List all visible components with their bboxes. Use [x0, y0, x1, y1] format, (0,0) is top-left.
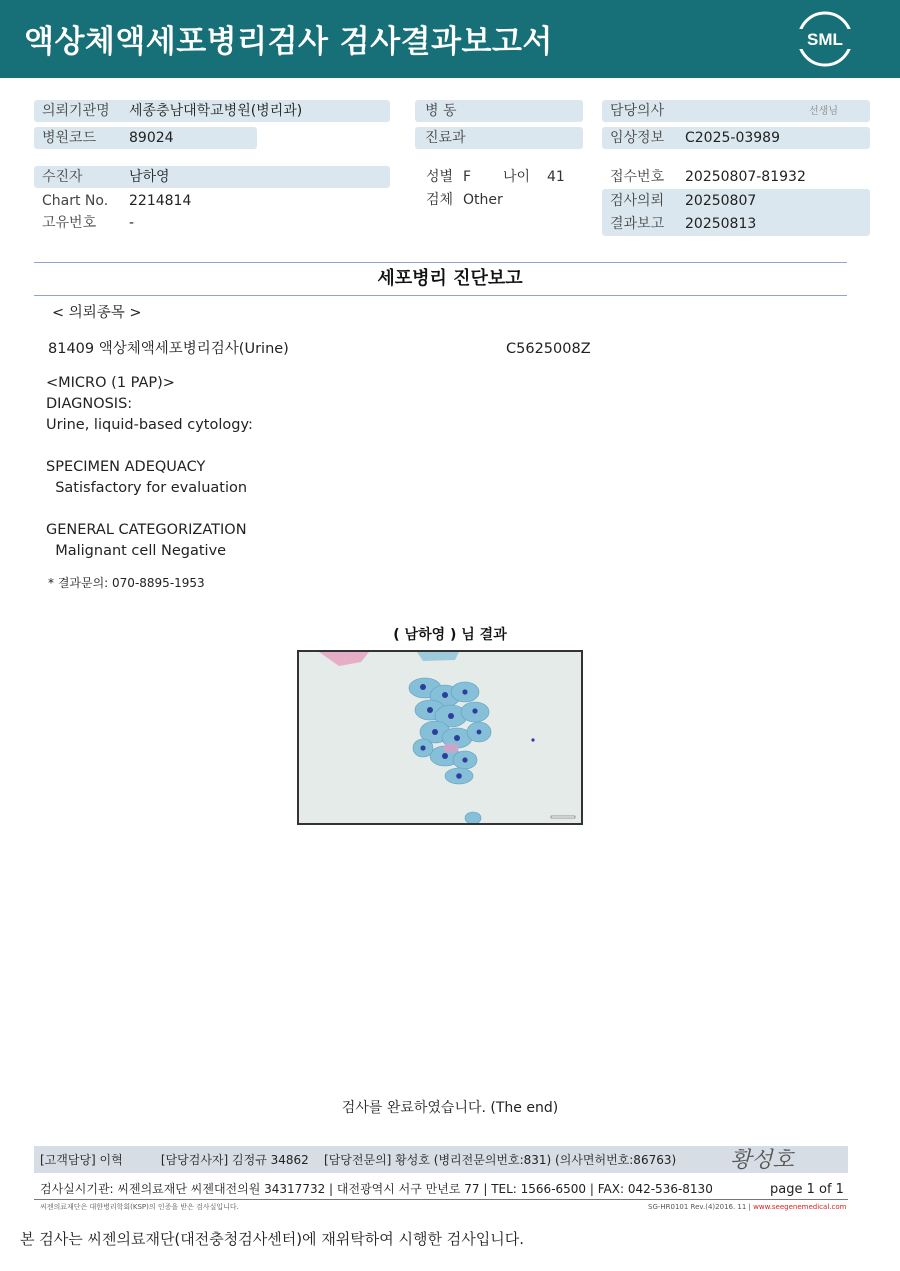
- test-request-label: 검사의뢰: [610, 193, 665, 209]
- department-field: [415, 127, 583, 149]
- report-line: Malignant cell Negative: [46, 543, 227, 559]
- footer-band: [34, 1146, 848, 1173]
- order-header: < 의뢰종목 >: [52, 305, 142, 321]
- report-line: Urine, liquid-based cytology:: [46, 417, 253, 433]
- clinical-info-label: 임상정보: [610, 130, 665, 146]
- cell-cluster-graphic: [299, 652, 581, 823]
- certification-note: 씨젠의료재단은 대한병리학회(KSP)의 인증을 받은 검사실입니다.: [40, 1203, 239, 1211]
- doctor-suffix: 선생님: [809, 106, 838, 117]
- unique-no-label: 고유번호: [42, 215, 97, 231]
- clinical-info-field: [602, 127, 870, 149]
- order-code: C5625008Z: [506, 341, 591, 357]
- form-code: SG-HR0101 Rev.(4)2016. 11 |: [648, 1203, 751, 1211]
- website-link[interactable]: www.seegenemedical.com: [753, 1203, 847, 1211]
- patient-label: 수진자: [42, 169, 83, 185]
- chart-no-value: 2214814: [129, 193, 192, 209]
- footer-rule: [34, 1199, 848, 1200]
- cytology-image: [297, 650, 583, 825]
- test-request-value: 20250807: [685, 193, 757, 209]
- lab-info: 검사실시기관: 씨젠의료재단 씨젠대전의원 34317732 | 대전광역시 서구 만년로 77 | TEL: 1566-6500 | FAX: 042-536-8130: [40, 1182, 713, 1196]
- ward-field: [415, 100, 583, 122]
- order-item: 81409 액상체액세포병리검사(Urine): [48, 341, 289, 357]
- unique-no-field: [34, 212, 390, 234]
- ward-label: 병 동: [425, 103, 457, 119]
- requesting-org-field: [34, 100, 390, 122]
- report-line: Satisfactory for evaluation: [46, 480, 248, 496]
- result-report-value: 20250813: [685, 216, 757, 232]
- specimen-label: 검체: [426, 192, 454, 208]
- sex-label: 성별: [426, 169, 454, 185]
- receipt-no-field: [602, 166, 870, 188]
- clinical-info-value: C2025-03989: [685, 130, 780, 146]
- staff-info: [고객담당] 이혁 [담당검사자] 김정규 34862 [담당전문의] 황성호 (병리전문의번호:831) (의사면허번호:86763): [40, 1153, 677, 1167]
- result-report-field: [602, 213, 870, 235]
- report-title: 액상체액세포병리검사 검사결과보고서: [24, 24, 553, 60]
- chart-no-field: [34, 190, 390, 212]
- requesting-org-label: 의뢰기관명: [42, 103, 110, 119]
- report-line: <MICRO (1 PAP)>: [46, 375, 175, 391]
- image-caption: ( 남하영 ) 님 결과: [393, 627, 507, 643]
- hospital-code-value: 89024: [129, 130, 174, 146]
- department-label: 진료과: [425, 130, 466, 146]
- divider-top: [34, 262, 847, 263]
- age-label: 나이: [503, 169, 531, 185]
- doctor-label: 담당의사: [610, 103, 665, 119]
- end-text: 검사를 완료하였습니다. (The end): [341, 1100, 559, 1116]
- patient-field: [34, 166, 390, 188]
- contact-note: * 결과문의: 070-8895-1953: [48, 576, 205, 590]
- report-line: DIAGNOSIS:: [46, 396, 133, 412]
- sml-logo: [797, 11, 853, 67]
- report-line: SPECIMEN ADEQUACY: [46, 459, 206, 475]
- patient-value: 남하영: [129, 169, 170, 185]
- receipt-no-value: 20250807-81932: [685, 169, 806, 185]
- logo-text: SML: [807, 30, 843, 49]
- unique-no-value: -: [129, 215, 135, 231]
- divider-bottom: [34, 295, 847, 296]
- result-report-label: 결과보고: [610, 216, 665, 232]
- header-bar: [0, 0, 900, 78]
- bottom-note: 본 검사는 씨젠의료재단(대전충청검사센터)에 재위탁하여 시행한 검사입니다.: [20, 1230, 524, 1248]
- doctor-field: [602, 100, 870, 122]
- sex-value: F: [463, 169, 472, 185]
- signature: 황성호: [730, 1148, 794, 1173]
- section-title: 세포병리 진단보고: [377, 268, 523, 289]
- hospital-code-label: 병원코드: [42, 130, 97, 146]
- receipt-no-label: 접수번호: [610, 169, 665, 185]
- chart-no-label: Chart No.: [42, 193, 109, 209]
- hospital-code-field: [34, 127, 257, 149]
- specimen-value: Other: [463, 192, 503, 208]
- report-line: GENERAL CATEGORIZATION: [46, 522, 247, 538]
- form-code-line: [648, 1203, 846, 1211]
- age-value: 41: [547, 169, 565, 185]
- page-number: page 1 of 1: [770, 1182, 844, 1197]
- requesting-org-value: 세종충남대학교병원(병리과): [129, 103, 303, 119]
- dates-box: [602, 189, 870, 236]
- test-request-field: [602, 190, 870, 212]
